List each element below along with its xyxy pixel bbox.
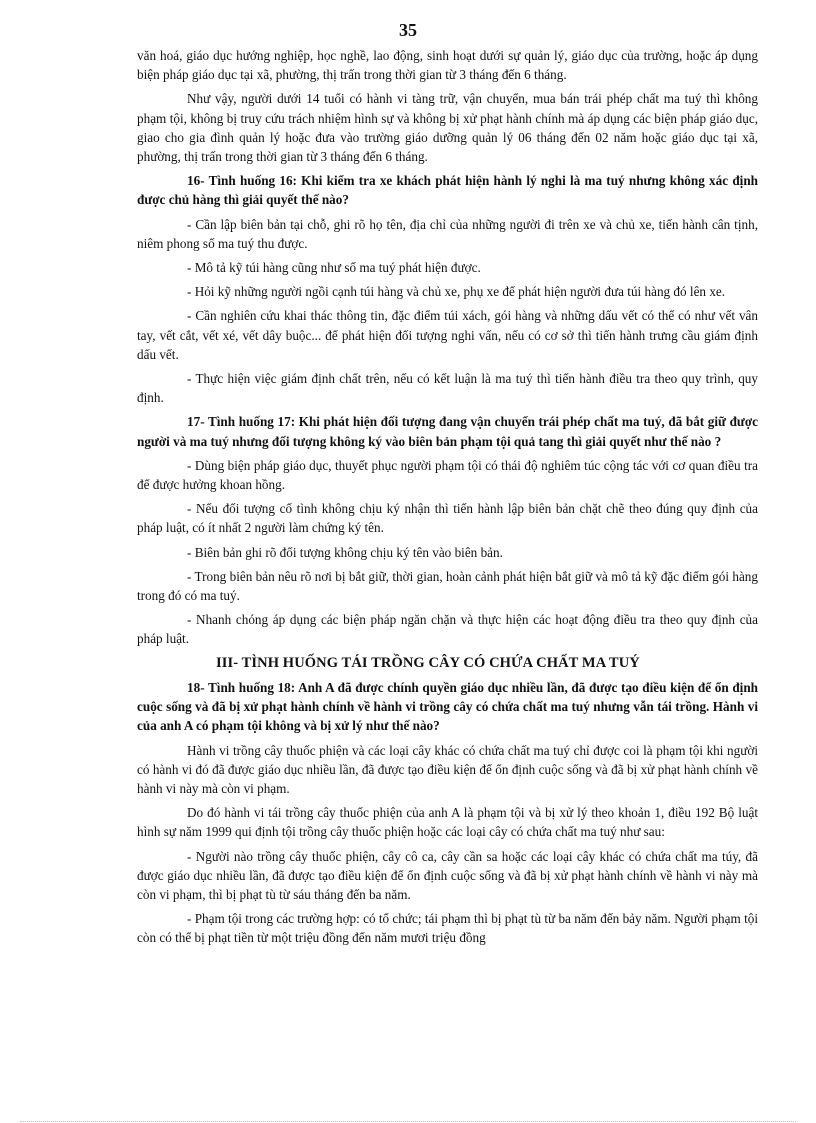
page-content [137, 46, 758, 953]
bullet-paragraph: - Người nào trồng cây thuốc phiện, cây cô ca, cây cần sa hoặc các loại cây khác có chứa chất ma túy, đã được giáo dục nhiều lần, đã được tạo điều kiện để ổn định cuộc sống và đã bị xử phạt hành chính về hành vi này mà còn vi phạm, thì bị phạt tù từ sáu tháng đến ba năm. [137, 848, 758, 902]
paragraph: Như vậy, người dưới 14 tuổi có hành vi tàng trữ, vận chuyển, mua bán trái phép chất ma tuý thì không phạm tội, không bị truy cứu trách nhiệm hình sự và không bị xử phạt hành chính mà áp dụng các biện pháp giáo dục, giao cho gia đình quản lý hoặc đưa vào trường giáo dưỡng quản lý 06 tháng đến 02 năm hoặc giáo dục tại xã, phường, thị trấn trong thời gian từ 3 tháng đến 6 tháng. [137, 91, 758, 165]
bullet-paragraph: - Nhanh chóng áp dụng các biện pháp ngăn chặn và thực hiện các hoạt động điều tra theo quy định của pháp luật. [137, 612, 758, 647]
bullet-paragraph: - Cần lập biên bản tại chỗ, ghi rõ họ tên, địa chỉ của những người đi trên xe và chủ xe, tiến hành cân tịnh, niêm phong số ma tuý thu được. [137, 216, 758, 251]
bullet-paragraph: - Dùng biện pháp giáo dục, thuyết phục người phạm tội có thái độ nghiêm túc cộng tác với cơ quan điều tra để được hưởng khoan hồng. [137, 457, 758, 493]
page-number: 35 [399, 20, 417, 40]
section-heading: III- TÌNH HUỐNG TÁI TRỒNG CÂY CÓ CHỨA CHẤT MA TUÝ [216, 654, 640, 671]
page-bottom-border [20, 1121, 796, 1122]
bullet-paragraph: - Cần nghiên cứu khai thác thông tin, đặc điểm túi xách, gói hàng và những dấu vết có thể có như vết vân tay, vết cắt, vết xé, vết dây buộc... để phát hiện đối tượng nghi vấn, nếu có cơ sở thì tiến hành trưng cầu giám định dấu vết. [137, 308, 758, 362]
bullet-paragraph: - Thực hiện việc giám định chất trên, nếu có kết luận là ma tuý thì tiến hành điều tra theo quy trình, quy định. [137, 371, 758, 406]
bullet-paragraph: - Phạm tội trong các trường hợp: có tổ chức; tái phạm thì bị phạt tù từ ba năm đến bảy năm. Người phạm tội còn có thể bị phạt tiền từ một triệu đồng đến năm mươi triệu đồng [137, 911, 758, 946]
situation-heading: 18- Tình huống 18: Anh A đã được chính quyền giáo dục nhiều lần, đã được tạo điều kiện để ổn định cuộc sống và đã bị xử phạt hành chính về hành vi trồng cây có chứa chất ma tuý nhưng vẫn tái trồng. Hành vi của anh A có phạm tội không và bị xử lý như thế nào? [137, 679, 758, 734]
situation-heading: 17- Tình huống 17: Khi phát hiện đối tượng đang vận chuyển trái phép chất ma tuý, đã bắt giữ được người và ma tuý nhưng đối tượng không ký vào biên bản phạm tội quả tang thì giải quyết như thế nào ? [137, 414, 758, 449]
bullet-paragraph: - Trong biên bản nêu rõ nơi bị bắt giữ, thời gian, hoàn cảnh phát hiện bắt giữ và mô tả kỹ đặc điểm gói hàng trong đó có ma tuý. [137, 568, 758, 604]
paragraph: Hành vi trồng cây thuốc phiện và các loại cây khác có chứa chất ma tuý chỉ được coi là phạm tội khi người có hành vi đó đã được giáo dục nhiều lần, đã được tạo điều kiện để ổn định cuộc sống và đã bị xử phạt hành chính về hành vi này mà còn vi phạm. [137, 742, 758, 796]
bullet-paragraph: - Hỏi kỹ những người ngồi cạnh túi hàng và chủ xe, phụ xe để phát hiện người đưa túi hàng đó lên xe. [187, 284, 726, 300]
paragraph: Do đó hành vi tái trồng cây thuốc phiện của anh A là phạm tội và bị xử lý theo khoản 1, điều 192 Bộ luật hình sự năm 1999 qui định tội trồng cây thuốc phiện hoặc các loại cây có chứa chất ma tuý như sau: [137, 805, 758, 840]
situation-heading: 16- Tình huống 16: Khi kiểm tra xe khách phát hiện hành lý nghi là ma tuý nhưng không xác định được chủ hàng thì giải quyết thế nào? [137, 173, 758, 208]
bullet-paragraph: - Mô tả kỹ túi hàng cũng như số ma tuý phát hiện được. [187, 260, 481, 276]
paragraph: văn hoá, giáo dục hướng nghiệp, học nghề, lao động, sinh hoạt dưới sự quản lý, giáo dục của trường, hoặc áp dụng biện pháp giáo dục tại xã, phường, thị trấn trong thời gian từ 3 tháng đến 6 tháng. [137, 48, 758, 83]
bullet-paragraph: - Nếu đối tượng cố tình không chịu ký nhận thì tiến hành lập biên bản chặt chẽ theo đúng quy định của pháp luật, có ít nhất 2 người làm chứng ký tên. [137, 501, 758, 536]
bullet-paragraph: - Biên bản ghi rõ đối tượng không chịu ký tên vào biên bản. [187, 544, 503, 560]
